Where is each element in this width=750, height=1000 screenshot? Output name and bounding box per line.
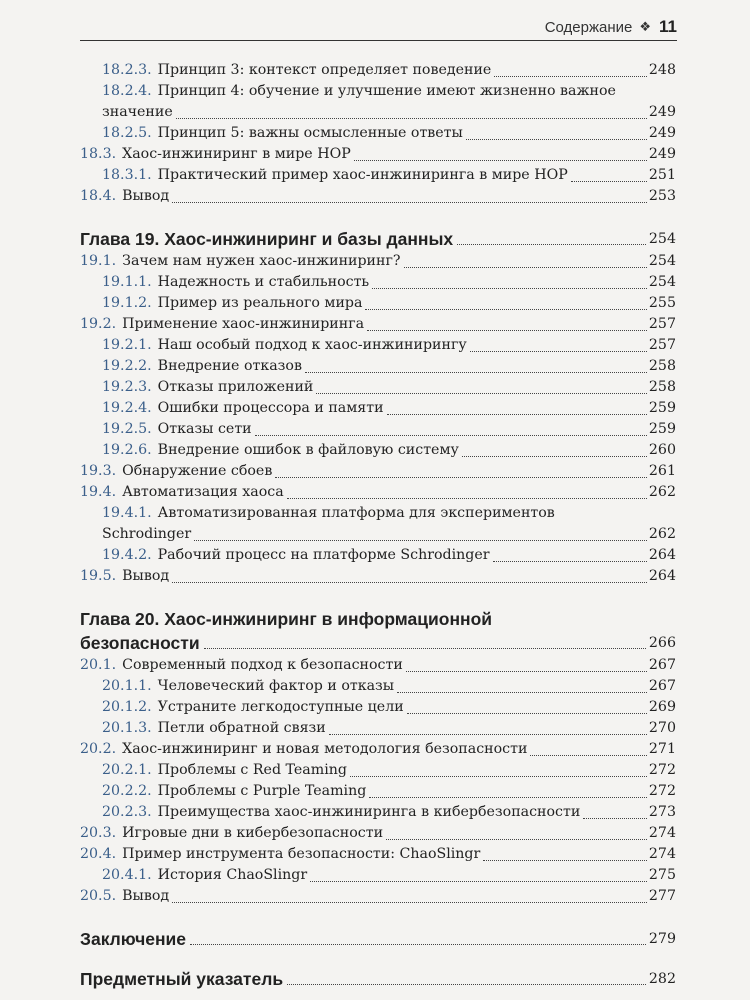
dot-leader (494, 76, 647, 77)
entry-title: Обнаружение сбоев (122, 463, 273, 479)
entry-title: Пример инструмента безопасности: ChaoSlingr (122, 846, 481, 862)
entry-title: Принцип 3: контекст определяет поведение (157, 62, 492, 78)
toc-entry[interactable] (80, 398, 676, 419)
entry-number: 19.2.1. (102, 337, 152, 353)
toc-entry[interactable] (80, 566, 676, 587)
entry-page: 254 (648, 253, 676, 269)
entry-number: 20.1.3. (102, 720, 152, 736)
entry-title-cont: Schrodinger (102, 526, 192, 542)
entry-page: 272 (648, 783, 676, 799)
entry-page: 262 (648, 484, 676, 500)
dot-leader (470, 351, 647, 352)
entry-title: Вывод (122, 568, 170, 584)
entry-title: Рабочий процесс на платформе Schrodinger (157, 547, 490, 563)
entry-page: 267 (648, 657, 676, 673)
toc-entry[interactable] (80, 760, 676, 781)
toc-entry[interactable] (80, 293, 676, 314)
entry-page: 257 (648, 316, 676, 332)
toc-entry[interactable] (80, 545, 676, 566)
dot-leader (530, 755, 646, 756)
toc-entry[interactable] (80, 356, 676, 377)
entry-title: Петли обратной связи (157, 720, 326, 736)
toc-entry[interactable] (80, 886, 676, 907)
chapter-heading[interactable] (80, 227, 676, 251)
dot-leader (287, 984, 646, 985)
entry-page: 249 (648, 104, 676, 120)
entry-page: 274 (648, 825, 676, 841)
entry-title: Пример из реального мира (157, 295, 363, 311)
dot-leader (354, 160, 647, 161)
entry-title: Отказы сети (157, 421, 252, 437)
toc-entry[interactable] (80, 419, 676, 440)
page-number: 11 (659, 17, 677, 36)
entry-title: Человеческий фактор и отказы (157, 678, 395, 694)
chapter-title-text: безопасности (80, 633, 200, 653)
entry-page: 251 (648, 167, 676, 183)
dot-leader (172, 902, 647, 903)
header-label: Содержание (544, 18, 633, 36)
toc-entry[interactable] (80, 781, 676, 802)
diamond-icon: ❖ (639, 19, 652, 34)
dot-leader (466, 139, 647, 140)
toc-entry[interactable] (80, 186, 676, 207)
toc-entry[interactable] (80, 655, 676, 676)
entry-page: 248 (648, 62, 676, 78)
entry-number: 19.2.2. (102, 358, 152, 374)
entry-page: 277 (648, 888, 676, 904)
entry-title: Вывод (122, 188, 170, 204)
entry-title: Игровые дни в кибербезопасности (122, 825, 384, 841)
toc-entry[interactable] (80, 102, 676, 123)
dot-leader (255, 435, 647, 436)
dot-leader (493, 561, 647, 562)
entry-title: Внедрение ошибок в файловую систему (157, 442, 459, 458)
dot-leader (372, 288, 647, 289)
dot-leader (583, 818, 647, 819)
entry-number: 18.3.1. (102, 167, 152, 183)
entry-page: 262 (648, 526, 676, 542)
entry-title: Применение хаос-инжиниринга (122, 316, 365, 332)
entry-page: 253 (648, 188, 676, 204)
entry-page: 273 (648, 804, 676, 820)
toc-entry[interactable] (80, 482, 676, 503)
toc-entry[interactable] (80, 823, 676, 844)
toc-entry[interactable] (80, 524, 676, 545)
entry-number: 20.5. (80, 888, 117, 904)
entry-number: 19.2.3. (102, 379, 152, 395)
toc-entry-first-line[interactable] (80, 81, 676, 102)
entry-number: 19.4.1. (102, 505, 152, 521)
entry-page: 259 (648, 400, 676, 416)
entry-page: 249 (648, 125, 676, 141)
dot-leader (287, 498, 647, 499)
dot-leader (462, 456, 647, 457)
dot-leader (406, 671, 647, 672)
dot-leader (204, 648, 646, 649)
entry-number: 19.2.5. (102, 421, 152, 437)
dot-leader (329, 734, 647, 735)
entry-title: Автоматизированная платформа для экспериментов (157, 505, 555, 521)
entry-title: Отказы приложений (157, 379, 314, 395)
entry-number: 18.4. (80, 188, 117, 204)
entry-page: 255 (648, 295, 676, 311)
entry-number: 20.1. (80, 657, 117, 673)
dot-leader (176, 118, 647, 119)
toc-entry[interactable] (80, 165, 676, 186)
entry-number: 19.1.1. (102, 274, 152, 290)
dot-leader (194, 540, 647, 541)
entry-number: 20.1.2. (102, 699, 152, 715)
toc-entry[interactable] (80, 739, 676, 760)
entry-title: Зачем нам нужен хаос-инжиниринг? (122, 253, 401, 269)
toc-entry[interactable] (80, 802, 676, 823)
entry-title: Проблемы с Purple Teaming (157, 783, 367, 799)
entry-number: 18.3. (80, 146, 117, 162)
toc-entry[interactable] (80, 144, 676, 165)
toc-entry[interactable] (80, 440, 676, 461)
chapter-title[interactable]: Глава 20. Хаос-инжиниринг в информационной (80, 609, 493, 629)
toc-entry[interactable] (80, 272, 676, 293)
entry-page: 258 (648, 379, 676, 395)
toc-entry[interactable] (80, 251, 676, 272)
dot-leader (571, 181, 647, 182)
entry-number: 20.4.1. (102, 867, 152, 883)
entry-number: 19.2.6. (102, 442, 152, 458)
entry-title: Проблемы с Red Teaming (157, 762, 347, 778)
dot-leader (387, 414, 647, 415)
dot-leader (275, 477, 647, 478)
dot-leader (407, 713, 647, 714)
toc-entry[interactable] (80, 718, 676, 739)
dot-leader (397, 692, 647, 693)
dot-leader (190, 944, 646, 945)
toc-entry[interactable] (80, 60, 676, 81)
entry-number: 19.4.2. (102, 547, 152, 563)
entry-page: 264 (648, 568, 676, 584)
toc-entry-first-line[interactable] (80, 503, 676, 524)
entry-title: Наш особый подход к хаос-инжинирингу (157, 337, 467, 353)
entry-number: 18.2.5. (102, 125, 152, 141)
entry-title: Принцип 4: обучение и улучшение имеют жизненно важное (157, 83, 616, 99)
entry-page: 271 (648, 741, 676, 757)
entry-page: 261 (648, 463, 676, 479)
entry-page: 275 (648, 867, 676, 883)
entry-number: 20.3. (80, 825, 117, 841)
entry-title-cont: значение (102, 104, 173, 120)
dot-leader (316, 393, 647, 394)
page-header (80, 14, 677, 41)
table-of-contents (80, 60, 676, 991)
chapter-heading[interactable] (80, 967, 676, 991)
entry-title: История ChaoSlingr (157, 867, 308, 883)
entry-number: 19.1. (80, 253, 117, 269)
dot-leader (305, 372, 647, 373)
entry-page: 257 (648, 337, 676, 353)
entry-title: Современный подход к безопасности (122, 657, 403, 673)
dot-leader (350, 776, 647, 777)
entry-number: 19.2.4. (102, 400, 152, 416)
entry-page: 264 (648, 547, 676, 563)
chapter-title-text: Глава 19. Хаос-инжиниринг и базы данных (80, 229, 454, 249)
chapter-title-text: Заключение (80, 929, 187, 949)
entry-page: 249 (648, 146, 676, 162)
dot-leader (172, 202, 647, 203)
entry-number: 20.2.1. (102, 762, 152, 778)
toc-entry[interactable] (80, 865, 676, 886)
dot-leader (172, 582, 647, 583)
entry-number: 20.4. (80, 846, 117, 862)
entry-number: 20.2.2. (102, 783, 152, 799)
entry-title: Хаос-инжиниринг в мире HOP (122, 146, 351, 162)
entry-number: 20.2. (80, 741, 117, 757)
entry-number: 19.5. (80, 568, 117, 584)
dot-leader (365, 309, 646, 310)
entry-title: Ошибки процессора и памяти (157, 400, 384, 416)
entry-page: 254 (648, 274, 676, 290)
dot-leader (367, 330, 647, 331)
dot-leader (457, 244, 646, 245)
dot-leader (310, 881, 647, 882)
entry-title: Внедрение отказов (157, 358, 302, 374)
entry-number: 19.4. (80, 484, 117, 500)
entry-title: Вывод (122, 888, 170, 904)
entry-title: Устраните легкодоступные цели (157, 699, 404, 715)
entry-number: 18.2.3. (102, 62, 152, 78)
chapter-page: 254 (648, 231, 676, 247)
entry-title: Практический пример хаос-инжиниринга в мире HOP (157, 167, 568, 183)
dot-leader (483, 860, 647, 861)
chapter-page: 266 (648, 635, 676, 651)
entry-number: 19.3. (80, 463, 117, 479)
toc-entry[interactable] (80, 676, 676, 697)
toc-entry[interactable] (80, 335, 676, 356)
chapter-page: 279 (648, 931, 676, 947)
toc-entry[interactable] (80, 123, 676, 144)
entry-number: 18.2.4. (102, 83, 152, 99)
chapter-heading[interactable] (80, 927, 676, 951)
toc-entry[interactable] (80, 377, 676, 398)
entry-page: 260 (648, 442, 676, 458)
entry-page: 269 (648, 699, 676, 715)
toc-entry[interactable] (80, 697, 676, 718)
dot-leader (369, 797, 647, 798)
toc-entry[interactable] (80, 461, 676, 482)
entry-page: 267 (648, 678, 676, 694)
dot-leader (404, 267, 647, 268)
dot-leader (386, 839, 647, 840)
chapter-heading[interactable] (80, 631, 676, 655)
toc-entry[interactable] (80, 844, 676, 865)
entry-page: 258 (648, 358, 676, 374)
entry-number: 20.1.1. (102, 678, 152, 694)
entry-title: Надежность и стабильность (157, 274, 370, 290)
entry-number: 19.1.2. (102, 295, 152, 311)
toc-entry[interactable] (80, 314, 676, 335)
entry-title: Принцип 5: важны осмысленные ответы (157, 125, 463, 141)
entry-page: 272 (648, 762, 676, 778)
chapter-title-text: Предметный указатель (80, 969, 284, 989)
entry-number: 20.2.3. (102, 804, 152, 820)
entry-title: Преимущества хаос-инжиниринга в кибербезопасности (157, 804, 581, 820)
entry-title: Хаос-инжиниринг и новая методология безопасности (122, 741, 528, 757)
entry-page: 274 (648, 846, 676, 862)
entry-number: 19.2. (80, 316, 117, 332)
entry-page: 259 (648, 421, 676, 437)
chapter-page: 282 (648, 971, 676, 987)
entry-title: Автоматизация хаоса (122, 484, 284, 500)
entry-page: 270 (648, 720, 676, 736)
